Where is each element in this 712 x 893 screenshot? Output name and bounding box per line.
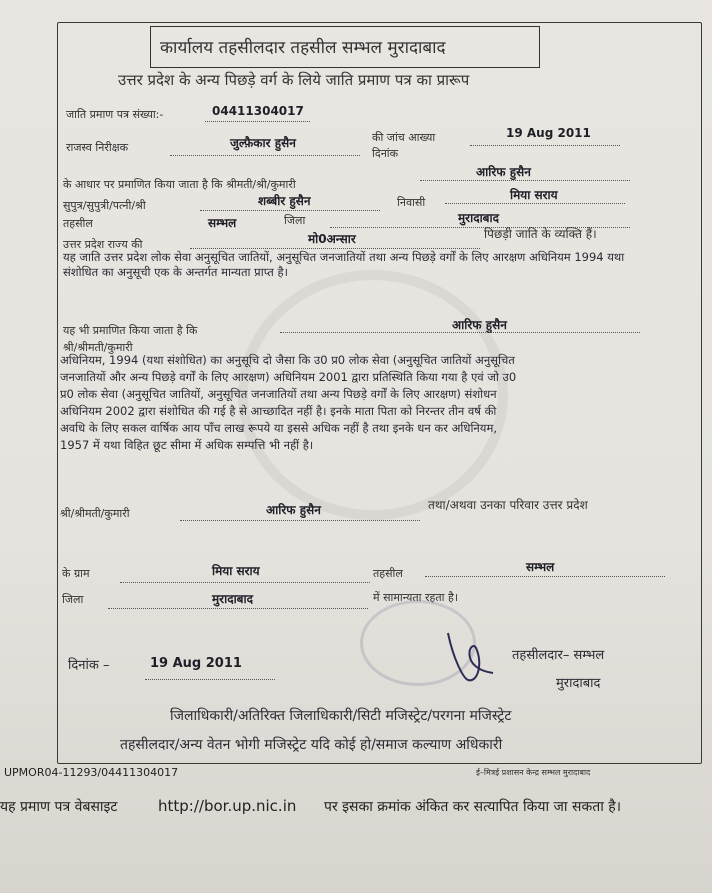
resides-label: में सामान्यता रहता है।: [373, 591, 458, 604]
tehsil: सम्भल: [208, 216, 237, 230]
residence-village: मिया सराय: [212, 564, 260, 578]
inquiry-date: 19 Aug 2011: [506, 126, 591, 140]
verify-suffix: पर इसका क्रमांक अंकित कर सत्यापित किया जा सकता है।: [324, 799, 622, 815]
cert-number: 04411304017: [212, 104, 304, 118]
inspector-label: राजस्व निरीक्षक: [66, 141, 129, 154]
resident-label: निवासी: [397, 196, 426, 209]
further-name: आरिफ हुसैन: [452, 318, 507, 332]
form-heading: उत्तर प्रदेश के अन्य पिछड़े वर्ग के लिये जाति प्रमाण पत्र का प्रारूप: [118, 71, 470, 89]
caste: मो0अन्सार: [308, 232, 356, 246]
residence-district: मुरादाबाद: [212, 592, 254, 606]
person-name: आरिफ हुसैन: [476, 165, 531, 179]
body-line-2: जनजातियों और अन्य पिछड़े वर्गों के लिए आरक्षण) अधिनियम 2001 द्वारा प्रतिस्थिति किया गया है एवं जो उ0: [60, 370, 517, 384]
date-label: दिनांक: [372, 147, 399, 160]
residence-district-label: जिला: [62, 593, 84, 606]
family-label: तथा/अथवा उनका परिवार उत्तर प्रदेश: [428, 498, 588, 512]
officials-line1: जिलाधिकारी/अतिरिक्त जिलाधिकारी/सिटी मजिस्ट्रेट/परगना मजिस्ट्रेट: [170, 708, 512, 724]
authority-place: मुरादाबाद: [556, 676, 601, 691]
website-link[interactable]: http://bor.up.nic.in: [158, 797, 297, 815]
backward-label: पिछड़ी जाति के व्यक्ति हैं।: [484, 227, 597, 241]
further-intro: यह भी प्रमाणित किया जाता है कि: [63, 324, 198, 337]
officials-line2: तहसीलदार/अन्य वेतन भोगी मजिस्ट्रेट यदि कोई हो/समाज कल्याण अधिकारी: [120, 737, 503, 753]
inspector-name: जुल्फ़ैकार हुसैन: [230, 136, 296, 150]
body-line-4: अधिनियम 2002 द्वारा संशोधित की गई है से आच्छादित नहीं है। इनके माता पिता को निरन्तर तीन वर्ष की: [60, 404, 497, 418]
residence-prefix: श्री/श्रीमती/कुमारी: [60, 507, 130, 520]
relation-label: सुपुत्र/सुपुत्री/पत्नी/श्री: [63, 199, 146, 212]
sign-date-label: दिनांक –: [68, 658, 110, 673]
residence-tehsil-label: तहसील: [373, 567, 403, 580]
cert-number-label: जाति प्रमाण पत्र संख्या:-: [66, 108, 164, 121]
district: मुरादाबाद: [458, 211, 500, 225]
district-label: जिला: [284, 214, 306, 227]
residence-name: आरिफ हुसैन: [266, 503, 321, 517]
authority: तहसीलदार– सम्भल: [512, 648, 605, 663]
body-line-6: 1957 में यथा विहित छूट सीमा में अधिक सम्पत्ति भी नहीं है।: [60, 438, 314, 452]
further-prefix: श्री/श्रीमती/कुमारी: [63, 341, 133, 354]
recognition-text: यह जाति उत्तर प्रदेश लोक सेवा अनुसूचित जातियों, अनुसूचित जनजातियों तथा अन्य पिछड़े वर्गों के लिए आरक्षण अधिनियम 1994 यथा संशोधित का अनुसूची एक के अन्तर्गत मान्यता प्राप्त है।: [63, 250, 625, 279]
ref-code: UPMOR04-11293/04411304017: [4, 766, 179, 779]
state-label: उत्तर प्रदेश राज्य की: [63, 238, 143, 251]
tehsil-label: तहसील: [63, 217, 93, 230]
village: मिया सराय: [510, 188, 558, 202]
center-note: ई–मित्रई प्रशासन केन्द्र सम्भल मुरादाबाद: [476, 768, 591, 777]
verify-prefix: यह प्रमाण पत्र वेबसाइट: [0, 799, 118, 815]
office-title: कार्यालय तहसीलदार तहसील सम्भल मुरादाबाद: [160, 38, 446, 58]
sign-date: 19 Aug 2011: [150, 656, 242, 671]
residence-tehsil: सम्भल: [526, 560, 555, 574]
certify-label: के आधार पर प्रमाणित किया जाता है कि श्रीमती/श्री/कुमारी: [63, 178, 296, 191]
body-line-1: अधिनियम, 1994 (यथा संशोधित) का अनुसूचि दो जैसा कि उ0 प्र0 लोक सेवा (अनुसूचित जातियों अनुसूचित: [60, 353, 515, 367]
body-line-5: अवधि के लिए सकल वार्षिक आय पाँच लाख रूपये या इससे अधिक नहीं है तथा इनके धन कर अधिनियम,: [60, 421, 498, 435]
village-label: के ग्राम: [62, 567, 90, 580]
body-line-3: प्र0 लोक सेवा (अनुसूचित जातियों, अनुसूचित जनजातियों तथा अन्य पिछड़े वर्गों के लिए आरक्षण) संशोधन: [60, 387, 497, 401]
father-name: शब्बीर हुसैन: [258, 194, 311, 208]
signature-scribble: [438, 628, 508, 688]
inquiry-label: की जांच आख्या: [372, 131, 436, 144]
